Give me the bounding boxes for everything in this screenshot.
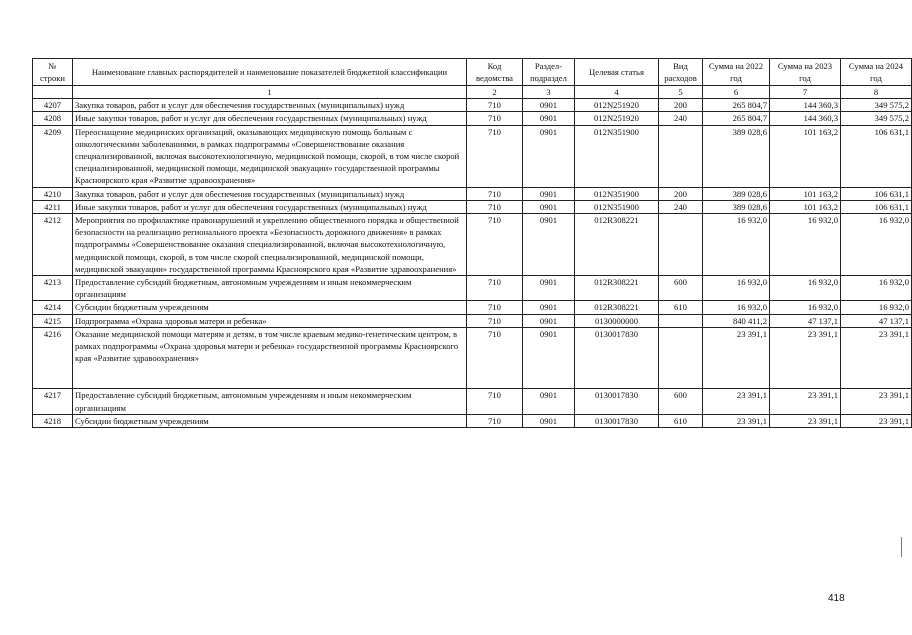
table-row bbox=[33, 276, 912, 301]
column-number: 5 bbox=[659, 86, 703, 99]
expense-type bbox=[659, 214, 703, 276]
sum-2023: 144 360,3 bbox=[770, 112, 841, 125]
sum-2024: 16 932,0 bbox=[841, 301, 912, 314]
sum-2023: 101 163,2 bbox=[770, 200, 841, 213]
target-article: 0130017830 bbox=[575, 327, 659, 389]
section-code: 0901 bbox=[523, 214, 575, 276]
column-number-row bbox=[33, 86, 912, 99]
row-name: Мероприятия по профилактике правонарушений и укреплению общественного порядка и общественной безопасности на реализацию регионального проекта «Безопасность дорожного движения» в рамках подпрограммы «Совершенствование оказания специализированной, включая высокотехнологичную, медицинской помощи, скорой, в том числе скорой специализированной, медицинской помощи, медицинской эвакуации» государственной программы Красноярского края «Развитие здравоохранения» bbox=[73, 214, 467, 276]
department-code: 710 bbox=[467, 200, 523, 213]
row-name: Оказание медицинской помощи матерям и детям, в том числе краевым медико-генетическим центром, в рамках подпрограммы «Охрана здоровья матери и ребенка» государственной программы Красноярского края «Развитие здравоохранения» bbox=[73, 327, 467, 389]
sum-2024: 23 391,1 bbox=[841, 389, 912, 414]
header-target-article: Целевая статья bbox=[575, 59, 659, 86]
sum-2022: 23 391,1 bbox=[703, 389, 770, 414]
header-sum-2022: Сумма на 2022 год bbox=[703, 59, 770, 86]
header-sum-2024: Сумма на 2024 год bbox=[841, 59, 912, 86]
sum-2024: 23 391,1 bbox=[841, 327, 912, 389]
page-number: 418 bbox=[828, 593, 845, 604]
department-code: 710 bbox=[467, 112, 523, 125]
sum-2022: 840 411,2 bbox=[703, 314, 770, 327]
department-code: 710 bbox=[467, 187, 523, 200]
sum-2024: 16 932,0 bbox=[841, 276, 912, 301]
table-row bbox=[33, 414, 912, 427]
expense-type: 200 bbox=[659, 99, 703, 112]
sum-2024: 16 932,0 bbox=[841, 214, 912, 276]
target-article: 012R308221 bbox=[575, 301, 659, 314]
sum-2024: 349 575,2 bbox=[841, 99, 912, 112]
section-code: 0901 bbox=[523, 112, 575, 125]
department-code: 710 bbox=[467, 99, 523, 112]
sum-2023: 23 391,1 bbox=[770, 327, 841, 389]
sum-2023: 144 360,3 bbox=[770, 99, 841, 112]
sum-2024: 349 575,2 bbox=[841, 112, 912, 125]
section-code: 0901 bbox=[523, 327, 575, 389]
column-number: 1 bbox=[73, 86, 467, 99]
section-code: 0901 bbox=[523, 314, 575, 327]
department-code: 710 bbox=[467, 389, 523, 414]
sum-2024: 47 137,1 bbox=[841, 314, 912, 327]
department-code: 710 bbox=[467, 414, 523, 427]
row-name: Предоставление субсидий бюджетным, автономным учреждениям и иным некоммерческим организациям bbox=[73, 389, 467, 414]
sum-2023: 16 932,0 bbox=[770, 214, 841, 276]
table-row bbox=[33, 214, 912, 276]
column-number bbox=[33, 86, 73, 99]
sum-2022: 265 804,7 bbox=[703, 112, 770, 125]
target-article: 012N351900 bbox=[575, 200, 659, 213]
column-number: 8 bbox=[841, 86, 912, 99]
row-name: Иные закупки товаров, работ и услуг для обеспечения государственных (муниципальных) нужд bbox=[73, 200, 467, 213]
column-number: 7 bbox=[770, 86, 841, 99]
section-code: 0901 bbox=[523, 389, 575, 414]
header-row bbox=[33, 59, 912, 86]
sum-2022: 389 028,6 bbox=[703, 125, 770, 187]
column-number: 4 bbox=[575, 86, 659, 99]
sum-2024: 106 631,1 bbox=[841, 125, 912, 187]
target-article: 0130000000 bbox=[575, 314, 659, 327]
column-number: 2 bbox=[467, 86, 523, 99]
row-number: 4214 bbox=[33, 301, 73, 314]
department-code: 710 bbox=[467, 214, 523, 276]
scan-edge-mark bbox=[901, 537, 902, 557]
table-row bbox=[33, 301, 912, 314]
section-code: 0901 bbox=[523, 301, 575, 314]
row-number: 4217 bbox=[33, 389, 73, 414]
sum-2022: 23 391,1 bbox=[703, 327, 770, 389]
sum-2022: 16 932,0 bbox=[703, 214, 770, 276]
section-code: 0901 bbox=[523, 99, 575, 112]
row-number: 4211 bbox=[33, 200, 73, 213]
sum-2024: 106 631,1 bbox=[841, 187, 912, 200]
row-name: Подпрограмма «Охрана здоровья матери и ребенка» bbox=[73, 314, 467, 327]
sum-2022: 16 932,0 bbox=[703, 276, 770, 301]
table-row bbox=[33, 125, 912, 187]
sum-2024: 106 631,1 bbox=[841, 200, 912, 213]
expense-type: 240 bbox=[659, 200, 703, 213]
section-code: 0901 bbox=[523, 187, 575, 200]
sum-2022: 23 391,1 bbox=[703, 414, 770, 427]
department-code: 710 bbox=[467, 301, 523, 314]
row-number: 4218 bbox=[33, 414, 73, 427]
header-expense-type: Вид расходов bbox=[659, 59, 703, 86]
row-name: Предоставление субсидий бюджетным, автономным учреждениям и иным некоммерческим организациям bbox=[73, 276, 467, 301]
row-number: 4212 bbox=[33, 214, 73, 276]
row-number: 4208 bbox=[33, 112, 73, 125]
expense-type: 600 bbox=[659, 276, 703, 301]
table-row bbox=[33, 314, 912, 327]
sum-2022: 389 028,6 bbox=[703, 200, 770, 213]
target-article: 012N351900 bbox=[575, 187, 659, 200]
row-name: Закупка товаров, работ и услуг для обеспечения государственных (муниципальных) нужд bbox=[73, 187, 467, 200]
expense-type: 200 bbox=[659, 187, 703, 200]
sum-2023: 47 137,1 bbox=[770, 314, 841, 327]
expense-type bbox=[659, 125, 703, 187]
header-sum-2023: Сумма на 2023 год bbox=[770, 59, 841, 86]
table-row bbox=[33, 327, 912, 389]
target-article: 012N251920 bbox=[575, 112, 659, 125]
expense-type: 240 bbox=[659, 112, 703, 125]
table-row bbox=[33, 187, 912, 200]
row-name: Переоснащение медицинских организаций, оказывающих медицинскую помощь больным с онкологическими заболеваниями, в рамках подпрограммы «Совершенствование оказания специализированной, включая высокотехнологичную, медицинской помощи, скорой, в том числе скорой специализированной, медицинской помощи, медицинской эвакуации» государственной программы Красноярского края «Развитие здравоохранения» bbox=[73, 125, 467, 187]
section-code: 0901 bbox=[523, 125, 575, 187]
column-number: 3 bbox=[523, 86, 575, 99]
row-number: 4210 bbox=[33, 187, 73, 200]
sum-2022: 389 028,6 bbox=[703, 187, 770, 200]
table-row bbox=[33, 389, 912, 414]
row-name: Субсидии бюджетным учреждениям bbox=[73, 301, 467, 314]
sum-2023: 101 163,2 bbox=[770, 125, 841, 187]
header-department-code: Код ведомства bbox=[467, 59, 523, 86]
sum-2023: 23 391,1 bbox=[770, 389, 841, 414]
header-section: Раздел-подраздел bbox=[523, 59, 575, 86]
department-code: 710 bbox=[467, 314, 523, 327]
sum-2023: 16 932,0 bbox=[770, 301, 841, 314]
column-number: 6 bbox=[703, 86, 770, 99]
expense-type bbox=[659, 314, 703, 327]
sum-2023: 101 163,2 bbox=[770, 187, 841, 200]
row-number: 4213 bbox=[33, 276, 73, 301]
department-code: 710 bbox=[467, 276, 523, 301]
row-number: 4216 bbox=[33, 327, 73, 389]
table-body bbox=[33, 99, 912, 428]
department-code: 710 bbox=[467, 125, 523, 187]
row-name: Субсидии бюджетным учреждениям bbox=[73, 414, 467, 427]
target-article: 012R308221 bbox=[575, 214, 659, 276]
target-article: 012N251920 bbox=[575, 99, 659, 112]
target-article: 012R308221 bbox=[575, 276, 659, 301]
target-article: 0130017830 bbox=[575, 414, 659, 427]
table-row bbox=[33, 200, 912, 213]
section-code: 0901 bbox=[523, 200, 575, 213]
expense-type: 610 bbox=[659, 301, 703, 314]
section-code: 0901 bbox=[523, 414, 575, 427]
budget-table bbox=[32, 58, 912, 428]
row-number: 4207 bbox=[33, 99, 73, 112]
sum-2024: 23 391,1 bbox=[841, 414, 912, 427]
expense-type: 600 bbox=[659, 389, 703, 414]
table-row bbox=[33, 112, 912, 125]
header-name: Наименование главных распорядителей и наименование показателей бюджетной классификации bbox=[73, 59, 467, 86]
target-article: 0130017830 bbox=[575, 389, 659, 414]
row-number: 4215 bbox=[33, 314, 73, 327]
sum-2023: 16 932,0 bbox=[770, 276, 841, 301]
expense-type: 610 bbox=[659, 414, 703, 427]
row-name: Иные закупки товаров, работ и услуг для обеспечения государственных (муниципальных) нужд bbox=[73, 112, 467, 125]
table-row bbox=[33, 99, 912, 112]
section-code: 0901 bbox=[523, 276, 575, 301]
expense-type bbox=[659, 327, 703, 389]
sum-2023: 23 391,1 bbox=[770, 414, 841, 427]
department-code: 710 bbox=[467, 327, 523, 389]
header-row-number: № строки bbox=[33, 59, 73, 86]
sum-2022: 265 804,7 bbox=[703, 99, 770, 112]
row-name: Закупка товаров, работ и услуг для обеспечения государственных (муниципальных) нужд bbox=[73, 99, 467, 112]
target-article: 012N351900 bbox=[575, 125, 659, 187]
row-number: 4209 bbox=[33, 125, 73, 187]
sum-2022: 16 932,0 bbox=[703, 301, 770, 314]
